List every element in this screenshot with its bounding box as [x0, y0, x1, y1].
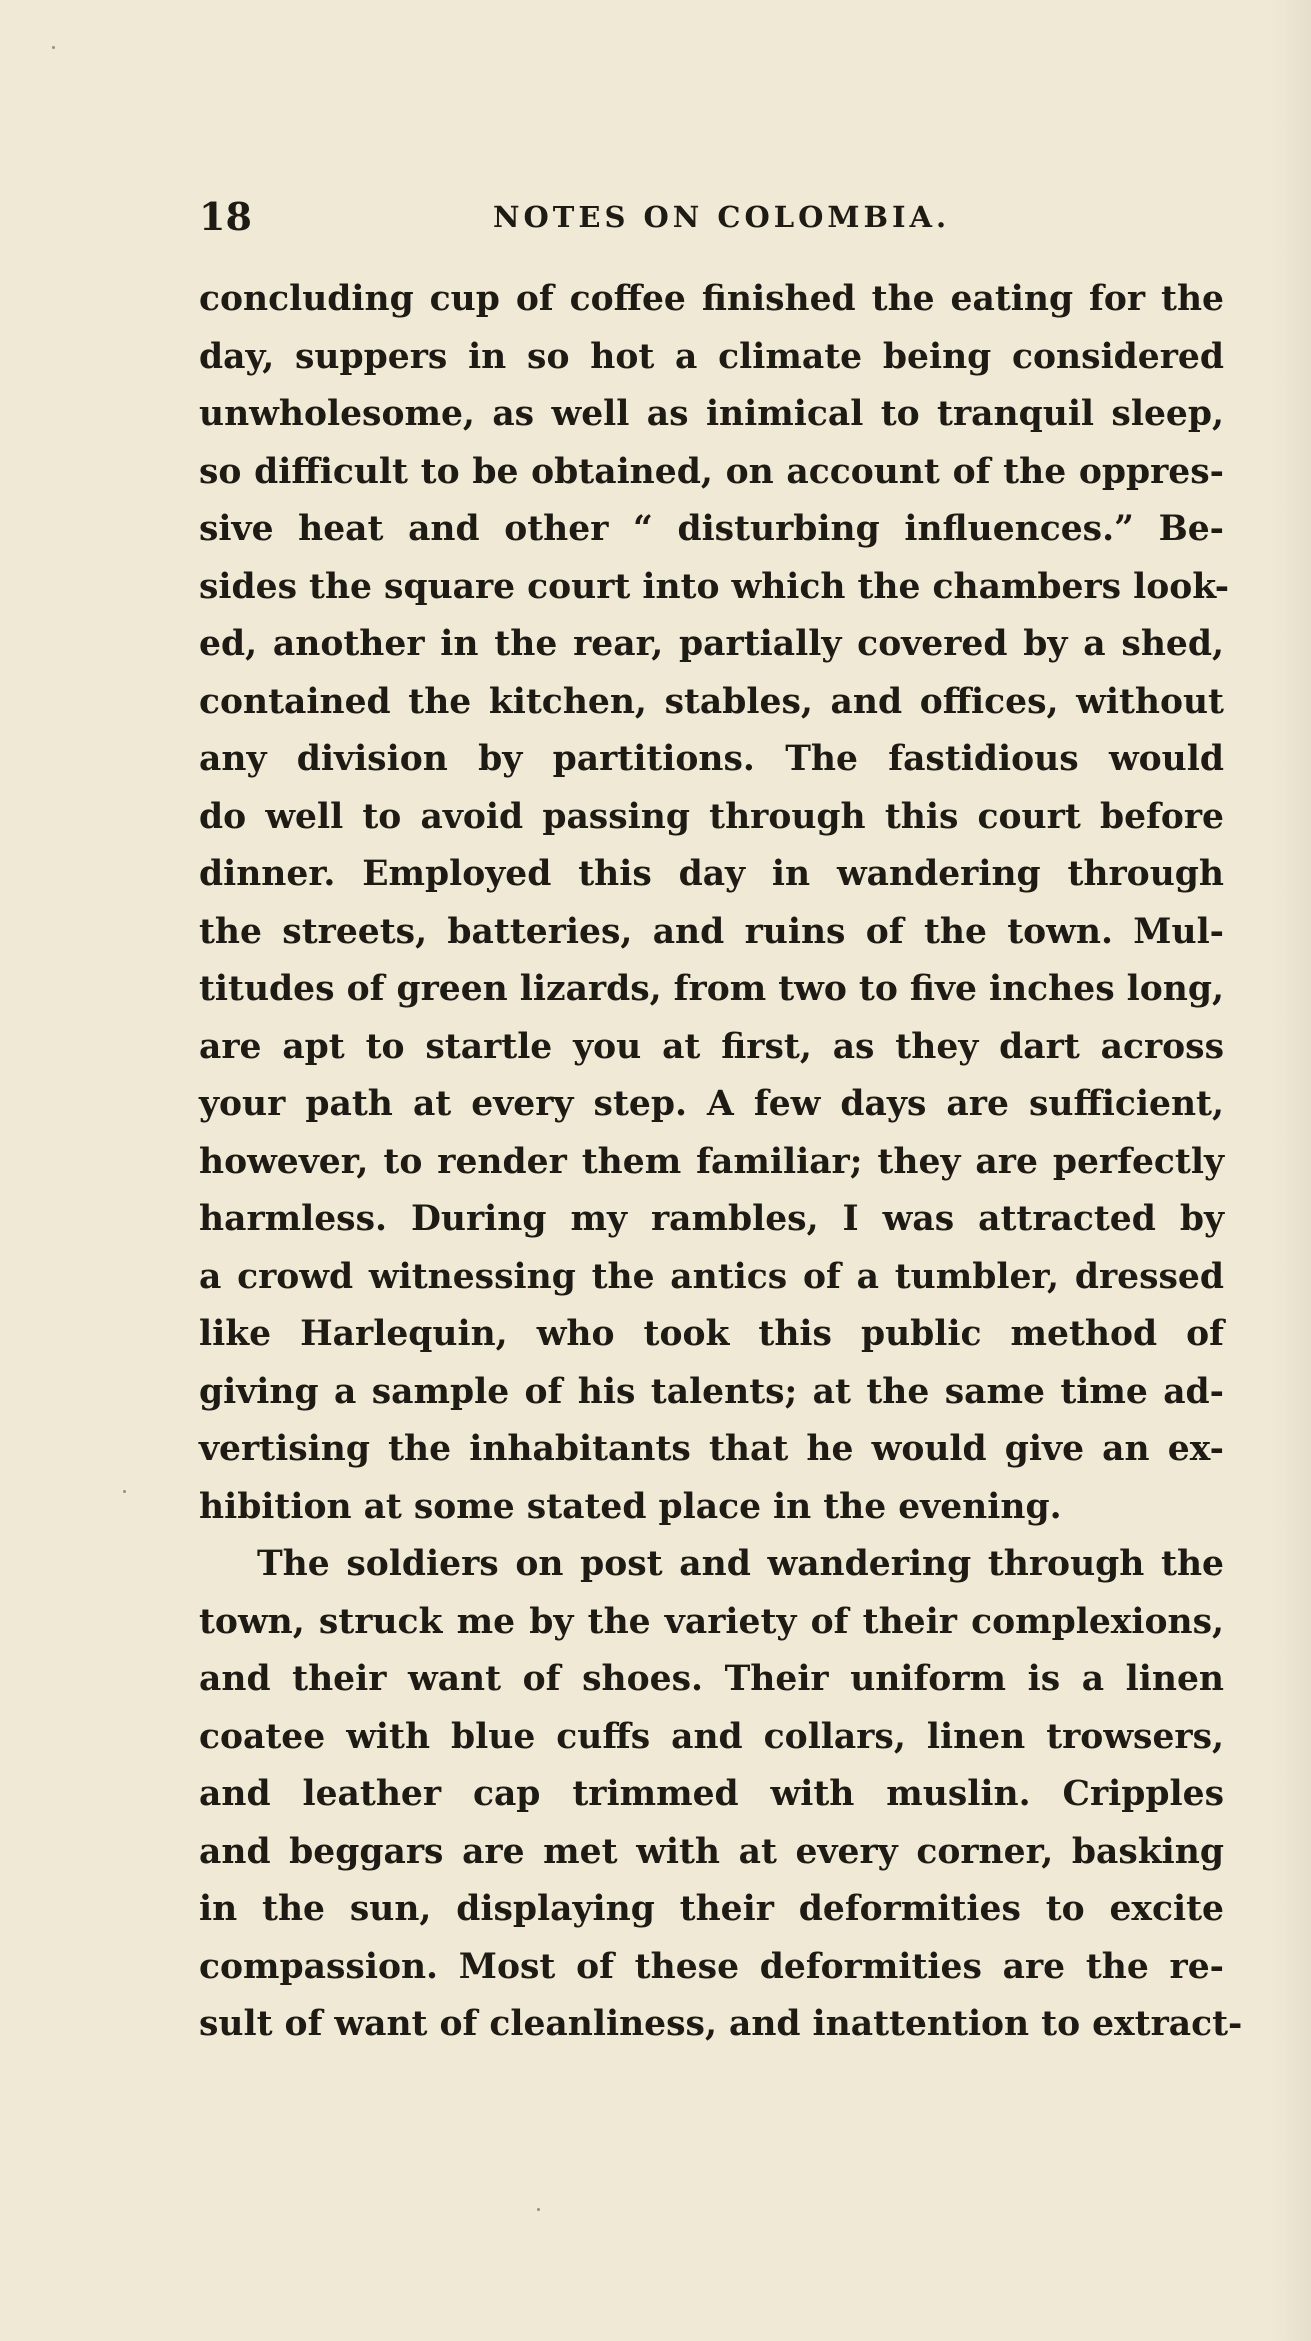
text-line: giving a sample of his talents; at the same time ad- — [199, 1371, 1224, 1412]
text-line: sult of want of cleanliness, and inattention to extract- — [199, 2004, 1243, 2044]
text-line: compassion. Most of these deformities are the re- — [199, 1946, 1224, 1987]
text-line: day, suppers in so hot a climate being considered — [199, 336, 1224, 377]
text-line: ed, another in the rear, partially covered by a shed, — [199, 624, 1224, 664]
text-line: are apt to startle you at first, as they dart across — [199, 1026, 1224, 1067]
text-line: your path at every step. A few days are sufficient, — [199, 1084, 1224, 1124]
paper-speck — [123, 1490, 126, 1493]
paragraph-end-line: hibition at some stated place in the evening. — [199, 1486, 1062, 1527]
paper-speck — [537, 2208, 540, 2211]
text-line: vertising the inhabitants that he would give an ex- — [199, 1429, 1224, 1469]
text-line: coatee with blue cuffs and collars, linen trowsers, — [199, 1716, 1224, 1757]
text-line: and beggars are met with at every corner, basking — [199, 1831, 1224, 1872]
body-text — [199, 271, 1243, 2054]
text-line: dinner. Employed this day in wandering through — [199, 854, 1224, 894]
running-head — [199, 193, 1224, 241]
text-line: do well to avoid passing through this court before — [199, 796, 1224, 837]
text-line: the streets, batteries, and ruins of the town. Mul- — [199, 911, 1224, 952]
text-line: and leather cap trimmed with muslin. Cripples — [199, 1774, 1224, 1814]
page-edge-shadow — [1271, 0, 1311, 2341]
paper-speck — [52, 46, 55, 49]
page-number: 18 — [199, 194, 252, 239]
text-line: in the sun, displaying their deformities to excite — [199, 1889, 1224, 1929]
text-line: titudes of green lizards, from two to five inches long, — [199, 969, 1224, 1009]
text-line: concluding cup of coffee finished the eating for the — [199, 279, 1224, 319]
running-title: NOTES ON COLOMBIA. — [493, 200, 951, 234]
text-line: contained the kitchen, stables, and offices, without — [199, 681, 1224, 722]
paragraph-start-line: The soldiers on post and wandering through the — [257, 1544, 1224, 1584]
text-line: harmless. During my rambles, I was attracted by — [199, 1199, 1224, 1239]
text-line: however, to render them familiar; they are perfectly — [199, 1141, 1224, 1182]
text-line: like Harlequin, who took this public method of — [199, 1314, 1224, 1354]
text-line: sides the square court into which the chambers look- — [199, 566, 1230, 607]
text-line: sive heat and other “ disturbing influences.” Be- — [199, 509, 1224, 549]
text-line: any division by partitions. The fastidious would — [199, 739, 1224, 779]
text-line: unwholesome, as well as inimical to tranquil sleep, — [199, 394, 1224, 434]
text-line: so difficult to be obtained, on account of the oppres- — [199, 451, 1224, 492]
text-line: and their want of shoes. Their uniform is a linen — [199, 1659, 1224, 1699]
text-line: a crowd witnessing the antics of a tumbler, dressed — [199, 1256, 1224, 1297]
text-line: town, struck me by the variety of their complexions, — [199, 1601, 1224, 1642]
